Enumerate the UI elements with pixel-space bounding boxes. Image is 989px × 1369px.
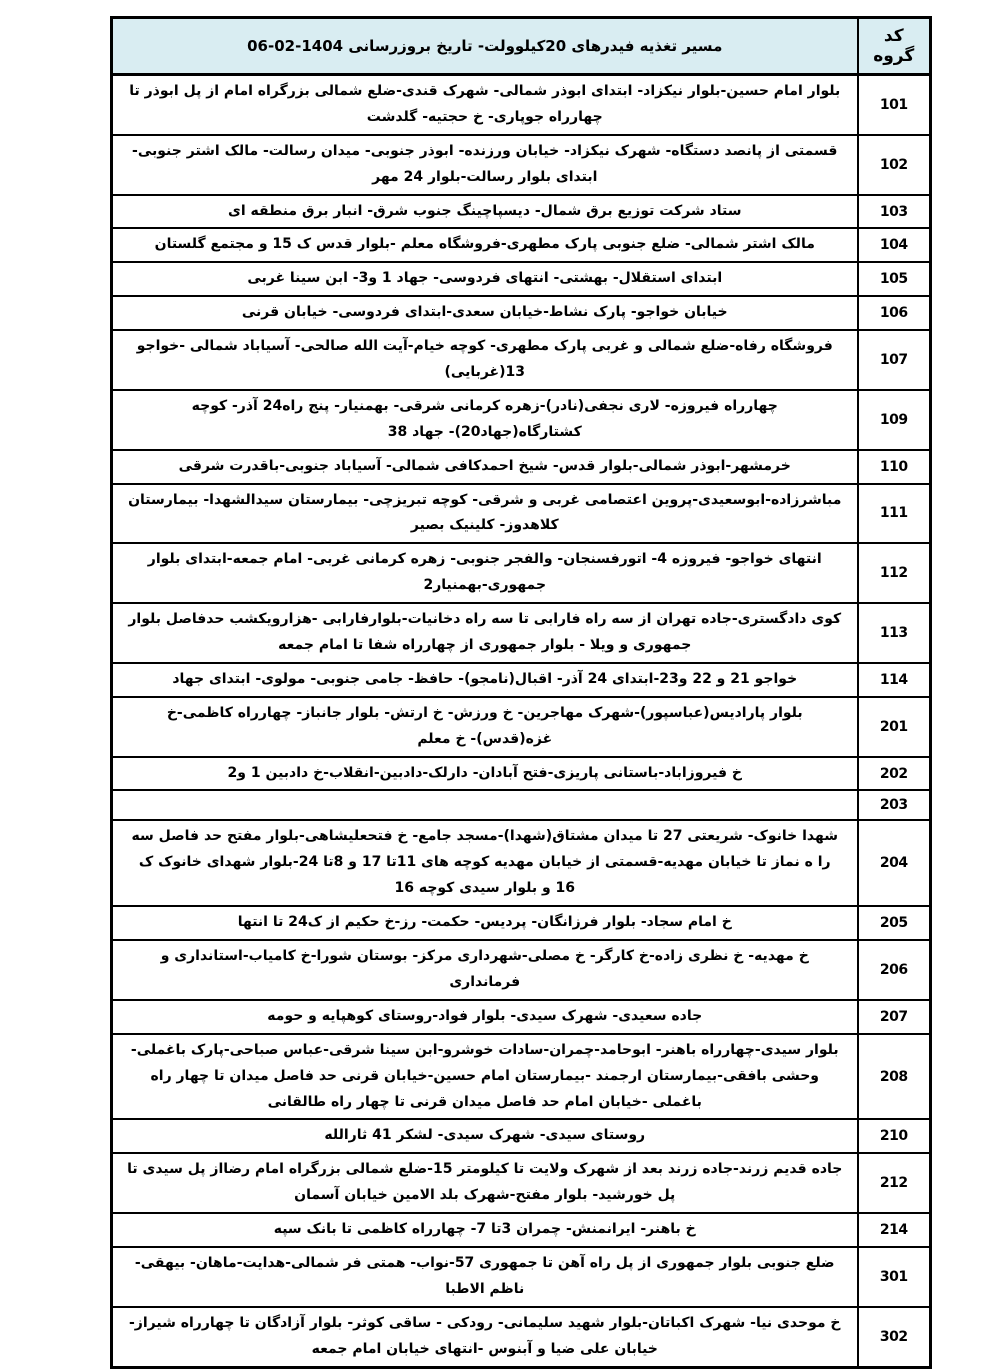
table-row bbox=[112, 1307, 931, 1367]
group-code-cell: 112 bbox=[858, 543, 931, 603]
group-code-cell: 212 bbox=[858, 1153, 931, 1213]
table-row bbox=[112, 390, 931, 450]
table-row bbox=[112, 1213, 931, 1247]
route-cell: خ امام سجاد- بلوار فرزانگان- پردیس- حکمت- رز-خ حکیم از ک24 تا انتها bbox=[112, 906, 858, 940]
group-code-cell: 104 bbox=[858, 228, 931, 262]
route-cell: خواجو 21 و 22 و23-ابتدای 24 آذر- اقبال(نامجو)- حافظ- جامی جنوبی- مولوی- ابتدای جهاد bbox=[112, 663, 858, 697]
table-row bbox=[112, 906, 931, 940]
table-row bbox=[112, 450, 931, 484]
route-cell: خرمشهر-ابوذر شمالی-بلوار قدس- شیخ احمدکافی شمالی- آسیاباد جنوبی-باقدرت شرقی bbox=[112, 450, 858, 484]
route-cell: روستای سیدی- شهرک سیدی- لشکر 41 ثارالله bbox=[112, 1119, 858, 1153]
header-row bbox=[112, 18, 931, 75]
table-row bbox=[112, 790, 931, 820]
table-row bbox=[112, 543, 931, 603]
route-cell: خ فیروزاباد-باستانی پاریزی-فتح آبادان- دارلک-دادبین-انقلاب-خ دادبین 1 و2 bbox=[112, 757, 858, 791]
route-cell: بلوار سیدی-چهارراه باهنر- ابوحامد-چمران-سادات خوشرو-ابن سینا شرقی-عباس صباحی-پارک باغملی- وحشی بافقی-بیمارستان ارجمند -بیمارستان امام حسین-خیابان قرنی حد فاصل میدان تا چهار راه باغملی -خیابان امام حد فاصل میدان قرنی تا چهار راه طالقانی bbox=[112, 1034, 858, 1120]
table-title-header: مسیر تغذیه فیدرهای 20کیلوولت- تاریخ بروزرسانی 1404-02-06 bbox=[112, 18, 858, 75]
group-code-cell: 101 bbox=[858, 75, 931, 135]
feeder-table bbox=[110, 16, 932, 1369]
route-cell: جاده سعیدی- شهرک سیدی- بلوار فواد-روستای کوهپایه و حومه bbox=[112, 1000, 858, 1034]
group-code-cell: 107 bbox=[858, 330, 931, 390]
table-row bbox=[112, 1119, 931, 1153]
group-code-cell: 210 bbox=[858, 1119, 931, 1153]
feeder-table-header bbox=[112, 18, 931, 75]
group-code-cell: 202 bbox=[858, 757, 931, 791]
group-code-cell: 206 bbox=[858, 940, 931, 1000]
table-row bbox=[112, 757, 931, 791]
route-cell: ضلع جنوبی بلوار جمهوری از پل راه آهن تا جمهوری 57-نواب- همتی فر شمالی-هدایت-ماهان- بیهقی-ناظم الاطبا bbox=[112, 1247, 858, 1307]
table-row bbox=[112, 330, 931, 390]
group-code-cell: 203 bbox=[858, 790, 931, 820]
table-row bbox=[112, 1000, 931, 1034]
route-cell: بلوار امام حسین-بلوار نیکزاد- ابتدای ابوذر شمالی- شهرک قندی-ضلع شمالی بزرگراه امام از پل ابوذر تا چهارراه جوپاری- خ حجتیه- گلدشت bbox=[112, 75, 858, 135]
group-code-cell: 114 bbox=[858, 663, 931, 697]
group-code-cell: 109 bbox=[858, 390, 931, 450]
table-row bbox=[112, 1034, 931, 1120]
route-cell: جاده قدیم زرند-جاده زرند بعد از شهرک ولایت تا کیلومتر 15-ضلع شمالی بزرگراه امام رضااز پل سیدی تا پل خورشید- بلوار مفتح-شهرک بلد الامین خیابان آسمان bbox=[112, 1153, 858, 1213]
table-row bbox=[112, 195, 931, 229]
table-row bbox=[112, 1153, 931, 1213]
group-code-cell: 214 bbox=[858, 1213, 931, 1247]
route-cell: ابتدای استقلال- بهشتی- انتهای فردوسی- جهاد 1 و3- ابن سینا غربی bbox=[112, 262, 858, 296]
table-row bbox=[112, 75, 931, 135]
route-cell: فروشگاه رفاه-ضلع شمالی و غربی پارک مطهری- کوچه خیام-آیت الله صالحی- آسیاباد شمالی -خواجو 13(غربایی) bbox=[112, 330, 858, 390]
group-code-cell: 110 bbox=[858, 450, 931, 484]
route-cell: مباشرزاده-ابوسعیدی-پروین اعتصامی غربی و شرقی- کوچه تبریزچی- بیمارستان سیدالشهدا- بیمارستان کلاهدوز- کلینیک بصیر bbox=[112, 484, 858, 544]
group-code-cell: 208 bbox=[858, 1034, 931, 1120]
route-cell: چهارراه فیروزه- لاری نجفی(نادر)-زهره کرمانی شرقی- بهمنیار- پنج راه24 آذر- کوچه کشتارگاه(جهاد20)- جهاد 38 bbox=[112, 390, 858, 450]
table-row bbox=[112, 940, 931, 1000]
route-cell bbox=[112, 790, 858, 820]
table-row bbox=[112, 1247, 931, 1307]
group-code-cell: 302 bbox=[858, 1307, 931, 1367]
group-code-cell: 105 bbox=[858, 262, 931, 296]
route-cell: بلوار پارادیس(عباسپور)-شهرک مهاجرین- خ ورزش- خ ارتش- بلوار جانباز- چهارراه کاظمی-خ غزه(قدس)- خ معلم bbox=[112, 697, 858, 757]
route-cell: خ موحدی نیا- شهرک اکباتان-بلوار شهید سلیمانی- رودکی - ساقی کوثر- بلوار آزادگان تا چهارراه شیراز-خیابان علی ضیا و آبنوس -انتهای خیابان امام جمعه bbox=[112, 1307, 858, 1367]
group-code-cell: 106 bbox=[858, 296, 931, 330]
table-row bbox=[112, 820, 931, 906]
group-code-cell: 111 bbox=[858, 484, 931, 544]
route-cell: کوی دادگستری-جاده تهران از سه راه فارابی تا سه راه دخانیات-بلوارفارابی -هزارویکشب حدفاصل بلوار جمهوری و ویلا - بلوار جمهوری از چهارراه شفا تا امام جمعه bbox=[112, 603, 858, 663]
route-cell: انتهای خواجو- فیروزه 4- اتورفسنجان- والفجر جنوبی- زهره کرمانی غربی- امام جمعه-ابتدای بلوار جمهوری-بهمنیار2 bbox=[112, 543, 858, 603]
table-row bbox=[112, 262, 931, 296]
group-code-cell: 103 bbox=[858, 195, 931, 229]
route-cell: خ مهدیه- خ نظری زاده-خ کارگر- خ مصلی-شهرداری مرکز- بوستان شورا-خ کامیاب-استانداری و فرمانداری bbox=[112, 940, 858, 1000]
group-code-header: کد گروه bbox=[858, 18, 931, 75]
group-code-cell: 301 bbox=[858, 1247, 931, 1307]
group-code-cell: 102 bbox=[858, 135, 931, 195]
feeder-table-body bbox=[112, 75, 931, 1368]
table-row bbox=[112, 228, 931, 262]
table-row bbox=[112, 603, 931, 663]
group-code-cell: 205 bbox=[858, 906, 931, 940]
route-cell: خ باهنر- ایرانمنش- چمران 3تا 7- چهارراه کاظمی تا بانک سپه bbox=[112, 1213, 858, 1247]
route-cell: خیابان خواجو- پارک نشاط-خیابان سعدی-ابتدای فردوسی- خیابان قرنی bbox=[112, 296, 858, 330]
route-cell: مالک اشتر شمالی- ضلع جنوبی پارک مطهری-فروشگاه معلم -بلوار قدس ک 15 و مجتمع گلستان bbox=[112, 228, 858, 262]
table-row bbox=[112, 135, 931, 195]
table-row bbox=[112, 663, 931, 697]
group-code-cell: 113 bbox=[858, 603, 931, 663]
table-row bbox=[112, 697, 931, 757]
group-code-cell: 201 bbox=[858, 697, 931, 757]
group-code-cell: 207 bbox=[858, 1000, 931, 1034]
route-cell: قسمتی از پانصد دستگاه- شهرک نیکزاد- خیابان ورزنده- ابوذر جنوبی- میدان رسالت- مالک اشتر جنوبی- ابتدای بلوار رسالت-بلوار 24 مهر bbox=[112, 135, 858, 195]
route-cell: شهدا خانوک- شریعتی 27 تا میدان مشتاق(شهدا)-مسجد جامع- خ فتحعلیشاهی-بلوار مفتح حد فاصل سه را ه نماز تا خیابان مهدیه-قسمتی از خیابان مهدیه کوچه های 11تا 17 و 8تا 24-بلوار شهدای خانوک ک 16 و بلوار سیدی کوچه 16 bbox=[112, 820, 858, 906]
group-code-cell: 204 bbox=[858, 820, 931, 906]
route-cell: ستاد شرکت توزیع برق شمال- دیسپاچینگ جنوب شرق- انبار برق منطقه ای bbox=[112, 195, 858, 229]
table-row bbox=[112, 296, 931, 330]
table-row bbox=[112, 484, 931, 544]
